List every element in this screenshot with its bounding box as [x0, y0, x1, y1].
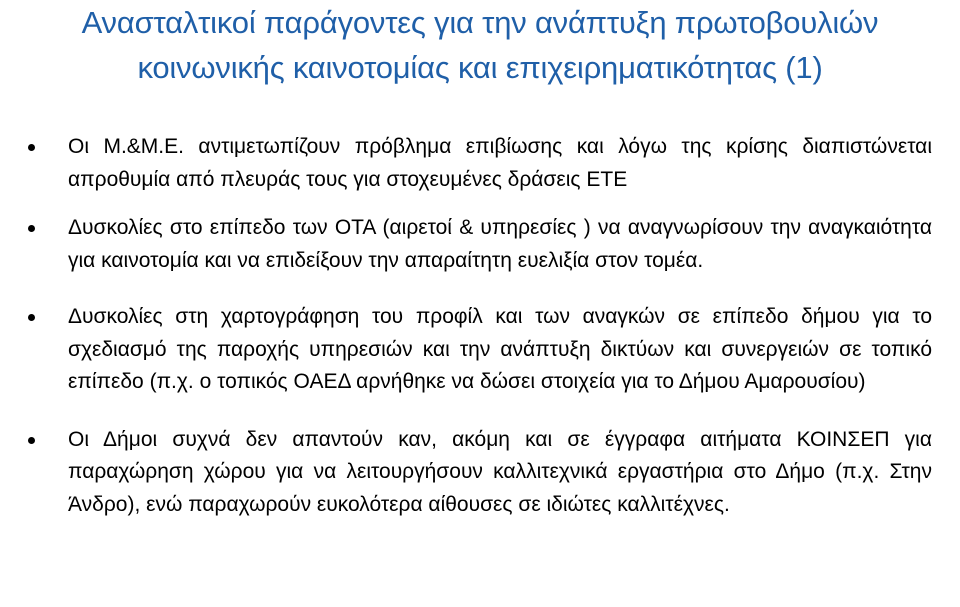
bullet-dot-icon	[28, 225, 35, 232]
bullet-dot-icon	[28, 437, 35, 444]
bullet-text: Οι Δήμοι συχνά δεν απαντούν καν, ακόμη και σε έγγραφα αιτήματα ΚΟΙΝΣΕΠ για παραχώρηση χώρου για να λειτουργήσουν καλλιτεχνικά εργαστήρια στο Δήμο (π.χ. Στην Άνδρο), ενώ παραχωρούν ευκολότερα αίθουσες σε ιδιώτες καλλιτέχνες.	[68, 427, 932, 516]
slide-title	[10, 0, 950, 90]
bullet-text: Δυσκολίες στη χαρτογράφηση του προφίλ και των αναγκών σε επίπεδο δήμου για το σχεδιασμό της παροχής υπηρεσιών και την ανάπτυξη δικτύων και συνεργειών σε τοπικό επίπεδο (π.χ. ο τοπικός ΟΑΕΔ αρνήθηκε να δώσει στοιχεία για το Δήμου Αμαρουσίου)	[68, 305, 932, 393]
slide-title-line-2: κοινωνικής καινοτομίας και επιχειρηματικότητας (1)	[137, 50, 823, 85]
bullet-item	[28, 131, 932, 196]
bullet-text: Δυσκολίες στο επίπεδο των ΟΤΑ (αιρετοί & υπηρεσίες ) να αναγνωρίσουν την αναγκαιότητα για καινοτομία και να επιδείξουν την απαραίτητη ευελιξία στον τομέα.	[68, 216, 932, 272]
bullet-item	[28, 212, 932, 277]
bullet-item	[28, 424, 932, 522]
bullet-dot-icon	[28, 314, 35, 321]
bullet-item	[28, 301, 932, 399]
bullet-list	[28, 131, 932, 542]
bullet-dot-icon	[28, 144, 35, 151]
slide-title-line-1: Ανασταλτικοί παράγοντες για την ανάπτυξη πρωτοβουλιών	[81, 5, 879, 40]
bullet-text: Οι Μ.&Μ.Ε. αντιμετωπίζουν πρόβλημα επιβίωσης και λόγω της κρίσης διαπιστώνεται απροθυμία από πλευράς τους για στοχευμένες δράσεις ΕΤΕ	[68, 135, 932, 191]
